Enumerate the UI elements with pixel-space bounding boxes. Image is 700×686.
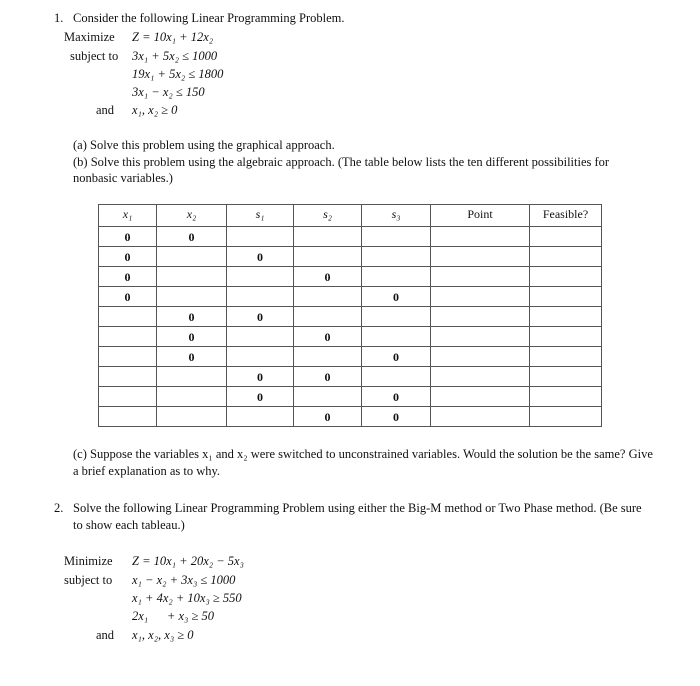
and-label: and [96,103,115,117]
part-c: (c) Suppose the variables x₁ and x₂ were switched to unconstrained variables. Would the solution be the same? Give a brief explanation as to why. [73,447,653,478]
table-cell [157,247,227,267]
table-cell [530,247,602,267]
header-s3: s₃ [362,205,431,227]
table-cell [157,407,227,427]
p2-nonnegativity-constraint: x₁, x₂, x₃ ≥ 0 [132,628,194,642]
table-cell [530,267,602,287]
table-cell [99,347,157,367]
p2-subject-to-label: subject to [64,573,113,587]
table-cell: 0 [294,367,362,387]
problem-1-intro: Consider the following Linear Programming Problem. [73,11,345,25]
table-cell [99,307,157,327]
header-point: Point [431,205,530,227]
table-cell [227,267,294,287]
table-cell [362,267,431,287]
table-cell: 0 [157,227,227,247]
table-row [99,387,602,407]
table-cell [530,387,602,407]
nonnegativity-constraint: x₁, x₂ ≥ 0 [132,103,178,117]
table-cell: 0 [294,327,362,347]
nonbasic-variables-table [98,204,602,427]
table-cell [431,347,530,367]
constraint-2: 19x₁ + 5x₂ ≤ 1800 [132,67,224,81]
table-cell: 0 [99,247,157,267]
table-cell [431,227,530,247]
table-cell [99,387,157,407]
part-a: (a) Solve this problem using the graphical approach. [73,138,335,152]
table-cell [157,267,227,287]
problem-1-number: 1. [54,11,64,25]
table-header-row [99,205,602,227]
part-b [73,154,653,186]
table-cell [294,307,362,327]
part-b-text: (b) Solve this problem using the algebraic approach. (The table below lists the ten different possibilities for nonbasic variables.) [73,155,610,185]
header-s2: s₂ [294,205,362,227]
subject-to-label: subject to [70,49,119,63]
table-cell: 0 [294,267,362,287]
table-cell: 0 [362,287,431,307]
table-row [99,227,602,247]
table-cell [157,287,227,307]
table-row [99,307,602,327]
table-cell [362,247,431,267]
table-cell [157,387,227,407]
p2-objective-label: Minimize [64,554,113,568]
table-cell [530,407,602,427]
table-row [99,367,602,387]
table-cell: 0 [99,227,157,247]
table-cell [530,347,602,367]
p2-constraint-1: x₁ − x₂ + 3x₃ ≤ 1000 [132,573,236,587]
table-cell: 0 [362,347,431,367]
table-cell [294,387,362,407]
table-cell [530,227,602,247]
table-cell [362,327,431,347]
table-cell [431,387,530,407]
table-cell: 0 [227,367,294,387]
table-cell [362,227,431,247]
table-cell [431,367,530,387]
table-cell: 0 [157,347,227,367]
table-cell [362,307,431,327]
table-cell [431,267,530,287]
table-cell: 0 [362,407,431,427]
table-row [99,287,602,307]
table-cell: 0 [157,327,227,347]
table-cell [294,247,362,267]
table-cell: 0 [99,267,157,287]
table-cell: 0 [294,407,362,427]
p2-objective-function: Z = 10x₁ + 20x₂ − 5x₃ [132,554,244,568]
table-cell [99,407,157,427]
table-cell [294,287,362,307]
table-row [99,267,602,287]
table-cell [99,367,157,387]
header-s1: s₁ [227,205,294,227]
table-cell [227,287,294,307]
table-cell [294,227,362,247]
table-cell: 0 [227,387,294,407]
table-cell [530,287,602,307]
constraint-1: 3x₁ + 5x₂ ≤ 1000 [132,49,218,63]
table-cell [227,407,294,427]
table-cell [530,327,602,347]
p2-and-label: and [96,628,115,642]
problem-2-number: 2. [54,501,64,515]
table-cell [431,287,530,307]
table-cell [294,347,362,367]
table-cell [227,327,294,347]
problem-2-intro: Solve the following Linear Programming Problem using either the Big-M method or Two Phase method. (Be sure to show each tableau.) [73,501,642,532]
table-cell [431,247,530,267]
table-row [99,347,602,367]
table-cell [157,367,227,387]
table-cell: 0 [362,387,431,407]
table-cell [530,367,602,387]
table-cell: 0 [157,307,227,327]
header-x2: x₂ [157,205,227,227]
table-cell: 0 [227,307,294,327]
table-cell [227,227,294,247]
table-row [99,407,602,427]
table-cell [99,327,157,347]
p2-constraint-3: 2x₁ + x₃ ≥ 50 [132,609,214,623]
objective-function: Z = 10x₁ + 12x₂ [132,30,214,44]
header-x1: x₁ [99,205,157,227]
table-cell [530,307,602,327]
table-cell: 0 [99,287,157,307]
objective-label: Maximize [64,30,115,44]
header-feasible: Feasible? [530,205,602,227]
table-cell [362,367,431,387]
table-cell: 0 [227,247,294,267]
table-cell [431,407,530,427]
table-row [99,247,602,267]
table-cell [227,347,294,367]
table-cell [431,307,530,327]
table-row [99,327,602,347]
table-cell [431,327,530,347]
p2-constraint-2: x₁ + 4x₂ + 10x₃ ≥ 550 [132,591,242,605]
constraint-3: 3x₁ − x₂ ≤ 150 [132,85,205,99]
